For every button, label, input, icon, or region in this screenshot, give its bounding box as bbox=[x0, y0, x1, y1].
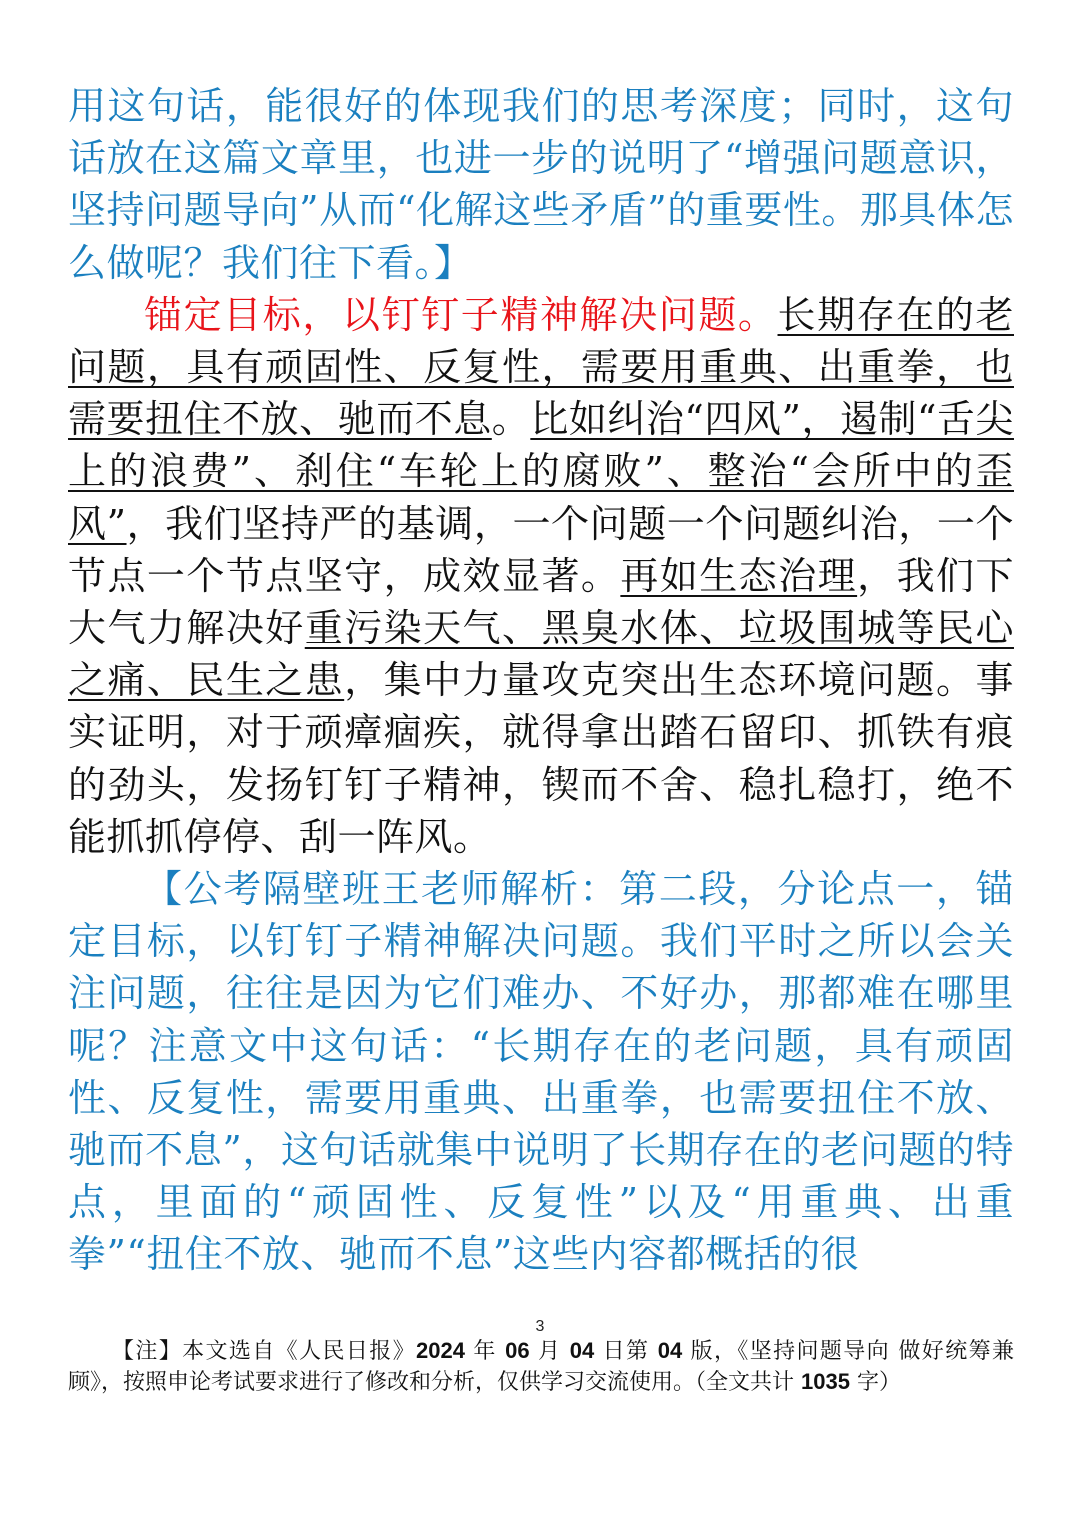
underlined-text: 再如生态治理 bbox=[620, 553, 858, 598]
footnote bbox=[68, 1336, 1014, 1398]
underlined-text: 长期存在的老问题，具有顽固性、反复性，需要用重典、出重拳，也需要扭住不放、驰而不息 bbox=[68, 292, 1014, 442]
footnote-number: 04 bbox=[569, 1338, 595, 1363]
footnote-text: 日第 bbox=[594, 1339, 658, 1364]
body-text: ，集中力量攻克突出生态环境问题。事实证明，对于顽瘴痼疾，就得拿出踏石留印、抓铁有痕的劲头，发扬钉钉子精神，锲而不舍、稳扎稳打，绝不能抓抓停停、刮一阵风。 bbox=[68, 658, 1014, 859]
body-text: ，我们坚持严的基调，一个问题一个问题纠治，一个节点一个节点坚守，成效显著。 bbox=[68, 501, 1014, 598]
body-text: ，我们下大气力解决好 bbox=[68, 553, 1014, 651]
body-text: 。 bbox=[491, 397, 531, 442]
main-text bbox=[68, 80, 1014, 1281]
footnote-number: 06 bbox=[505, 1338, 530, 1363]
page-number: 3 bbox=[535, 1318, 545, 1335]
body-paragraph bbox=[68, 289, 1014, 863]
footnote-text: 版，《坚持问题导向 做好统筹兼顾》，按照申论考试要求进行了修改和分析，仅供学习交流使用。（全文共计 bbox=[68, 1339, 1014, 1395]
footnote-number: 2024 bbox=[416, 1338, 465, 1363]
underlined-text: 重污染天气、黑臭水体、垃圾围城等民心之痛、民生之患 bbox=[68, 606, 1014, 703]
footnote-number: 04 bbox=[657, 1338, 683, 1363]
footnote-text: 【注】本文选自《人民日报》 bbox=[112, 1339, 416, 1364]
footnote-number: 1035 bbox=[801, 1369, 850, 1394]
section-heading: 锚定目标，以钉钉子精神解决问题。 bbox=[144, 292, 778, 337]
analysis-paragraph-continued: 用这句话，能很好的体现我们的思考深度；同时，这句话放在这篇文章里，也进一步的说明了“增强问题意识，坚持问题导向”从而“化解这些矛盾”的重要性。那具体怎么做呢？我们往下看。】 bbox=[68, 84, 1014, 285]
footnote-text: 月 bbox=[529, 1339, 570, 1364]
underlined-text: 比如纠治“四风”，遏制“舌尖上的浪费”、刹住“车轮上的腐败”、整治“会所中的歪风” bbox=[68, 397, 1014, 546]
analysis-paragraph: 【公考隔壁班王老师解析：第二段，分论点一，锚定目标，以钉钉子精神解决问题。我们平时之所以会关注问题，往往是因为它们难办、不好办，那都难在哪里呢？注意文中这句话：“长期存在的老问题，具有顽固性、反复性，需要用重典、出重拳，也需要扭住不放、驰而不息”，这句话就集中说明了长期存在的老问题的特点，里面的“顽固性、反复性”以及“用重典、出重拳”“扭住不放、驰而不息”这些内容都概括的很 bbox=[68, 867, 1014, 1277]
footnote-text: 年 bbox=[464, 1339, 506, 1364]
footnote-text: 字） bbox=[849, 1370, 901, 1395]
